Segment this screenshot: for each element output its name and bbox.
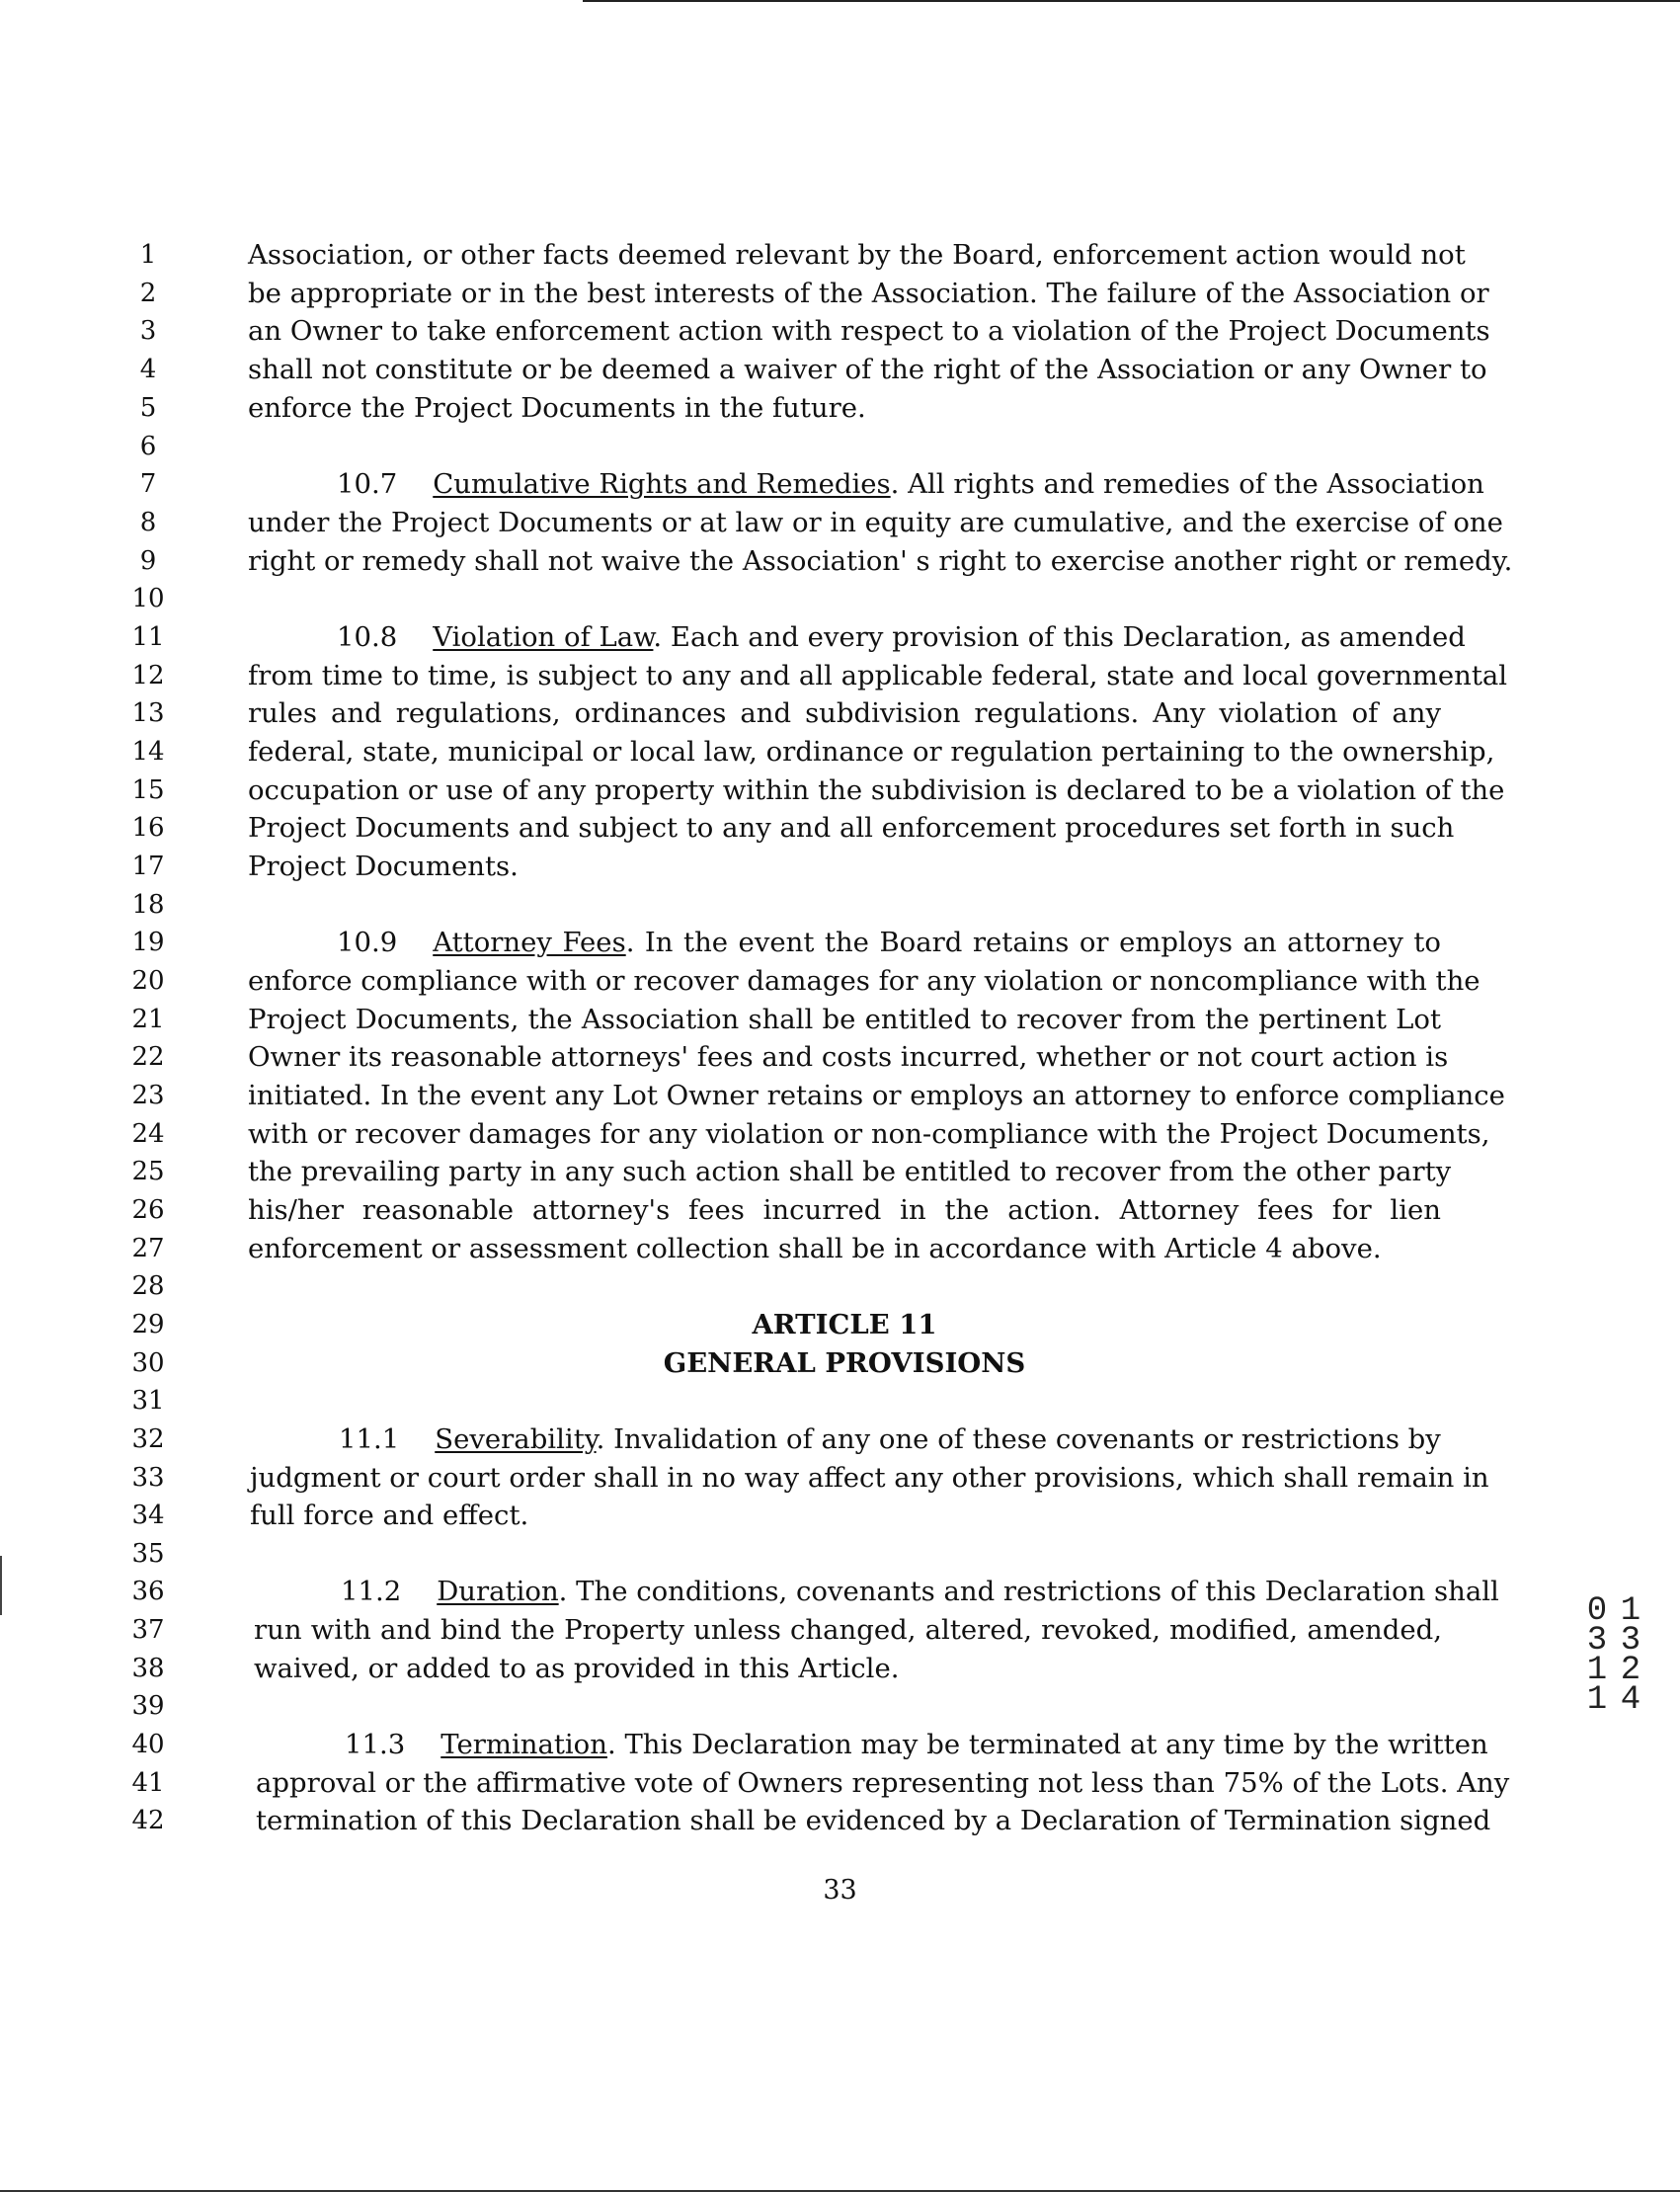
text-line [0,1763,1680,1803]
text-line [0,1534,1680,1574]
section-number: 10.8 [337,621,398,653]
text-line [0,1037,1680,1077]
line-text: approval or the affirmative vote of Owners representing not less than 75% of the Lots. Any [256,1767,1510,1799]
line-number: 28 [131,1271,165,1301]
text-line [0,1152,1680,1191]
line-text: the prevailing party in any such action shall be entitled to recover from the other party [248,1156,1452,1187]
line-number: 38 [131,1654,165,1683]
text-line [0,1190,1680,1230]
line-number: 22 [131,1042,165,1072]
scan-edge-top [583,0,1680,2]
line-number: 11 [131,622,165,652]
line-number: 24 [131,1119,165,1149]
line-text: shall not constitute or be deemed a waiver of the right of the Association or any Owner to [248,354,1487,385]
line-text: with or recover damages for any violation or non-compliance with the Project Documents, [248,1118,1490,1150]
page-number: 33 [823,1875,857,1906]
line-text: Owner its reasonable attorneys' fees and costs incurred, whether or not court action is [248,1041,1449,1073]
section-text: . Invalidation of any one of these covenants or restrictions by [596,1423,1441,1455]
text-line [0,885,1680,925]
text-line [0,1686,1680,1726]
section-number: 10.7 [337,468,398,500]
section-number: 11.2 [341,1576,402,1607]
text-line [0,1572,1680,1611]
line-text [252,1572,1499,1611]
line-number: 20 [131,966,165,996]
line-number: 25 [131,1157,165,1186]
line-number: 31 [131,1386,165,1416]
line-text: rules and regulations, ordinances and subdivision regulations. Any violation of any [248,697,1441,729]
text-line [0,1610,1680,1650]
text-line [0,656,1680,695]
text-line [0,808,1680,848]
line-text [248,464,1484,504]
line-text: Project Documents, the Association shall be entitled to recover from the pertinent Lot [248,1004,1441,1035]
text-line [0,847,1680,886]
line-number: 42 [131,1806,165,1835]
line-text [248,923,1441,962]
line-text: enforce the Project Documents in the future. [248,392,866,424]
line-number: 14 [131,737,165,767]
line-number: 30 [131,1348,165,1378]
line-number: 34 [131,1501,165,1530]
section-text: . Each and every provision of this Declaration, as amended [653,621,1466,653]
section-heading: Attorney Fees [433,927,626,958]
line-number: 23 [131,1081,165,1110]
line-text: Project Documents and subject to any and all enforcement procedures set forth in such [248,812,1455,844]
section-heading: Termination [440,1729,607,1760]
text-line [0,1496,1680,1535]
section-number: 10.9 [337,927,398,958]
text-line [0,1381,1680,1421]
line-number: 12 [131,661,165,690]
line-text: waived, or added to as provided in this Article. [254,1653,900,1684]
text-line [0,274,1680,313]
text-line [0,1649,1680,1688]
section-text: . The conditions, covenants and restrictions of this Declaration shall [558,1576,1499,1607]
text-line [0,1266,1680,1306]
line-text: under the Project Documents or at law or in equity are cumulative, and the exercise of one [248,507,1503,538]
line-number: 15 [131,775,165,805]
text-line [0,311,1680,351]
text-line [0,1420,1680,1459]
article-subtitle: GENERAL PROVISIONS [663,1347,1026,1379]
section-text: . All rights and remedies of the Association [890,468,1484,500]
text-line [0,1305,1680,1344]
text-line [0,427,1680,466]
line-text [248,617,1466,657]
line-text [250,1420,1440,1459]
section-text: . This Declaration may be terminated at any time by the written [606,1729,1488,1760]
text-line [0,732,1680,771]
line-number: 7 [139,469,157,499]
text-line [0,923,1680,962]
text-line [0,1076,1680,1115]
line-number: 41 [131,1768,165,1798]
line-text: run with and bind the Property unless changed, altered, revoked, modified, amended, [254,1614,1442,1646]
line-number: 6 [139,432,157,461]
text-line [0,388,1680,428]
text-line [0,1000,1680,1039]
article-title: ARTICLE 11 [752,1309,937,1340]
line-number: 5 [139,393,157,423]
section-number: 11.1 [339,1423,400,1455]
line-number: 3 [139,316,157,346]
line-text: initiated. In the event any Lot Owner retains or employs an attorney to enforce compliance [248,1080,1505,1111]
text-line [0,235,1680,275]
line-number: 8 [139,508,157,537]
text-line [0,1725,1680,1764]
line-number: 10 [131,584,165,613]
line-number: 13 [131,698,165,728]
line-number: 26 [131,1195,165,1225]
line-number: 21 [131,1005,165,1034]
line-number: 36 [131,1577,165,1606]
line-text: his/her reasonable attorney's fees incurred in the action. Attorney fees for lien [248,1194,1441,1226]
text-line [0,961,1680,1001]
line-number: 32 [131,1424,165,1454]
text-line [0,464,1680,504]
line-number: 35 [131,1539,165,1569]
line-number: 1 [139,240,157,270]
line-text: judgment or court order shall in no way affect any other provisions, which shall remain in [250,1462,1489,1494]
line-text: right or remedy shall not waive the Association' s right to exercise another right or remedy. [248,545,1513,577]
text-line [0,579,1680,618]
line-text: Project Documents. [248,851,519,882]
line-number: 18 [131,890,165,920]
text-line [0,1114,1680,1154]
line-number: 4 [139,355,157,384]
text-line [0,1458,1680,1498]
text-line [0,693,1680,733]
text-line [0,541,1680,581]
line-number: 40 [131,1730,165,1759]
text-line [0,1801,1680,1840]
line-text: termination of this Declaration shall be evidenced by a Declaration of Termination signed [256,1805,1491,1836]
section-heading: Violation of Law [433,621,654,653]
text-line [0,771,1680,810]
line-number: 27 [131,1234,165,1263]
line-number: 19 [131,928,165,957]
line-number: 9 [139,546,157,576]
line-number: 33 [131,1463,165,1493]
text-line [0,1229,1680,1268]
section-heading: Severability [435,1423,597,1455]
line-number: 16 [131,813,165,843]
line-text: enforce compliance with or recover damages for any violation or noncompliance with the [248,965,1480,997]
line-text: full force and effect. [250,1500,529,1531]
line-number: 2 [139,279,157,308]
recording-stamp: 1324 0311 [1578,1592,1649,1711]
section-number: 11.3 [345,1729,406,1760]
line-text [256,1725,1488,1764]
text-line [0,617,1680,657]
line-number: 39 [131,1691,165,1721]
line-text: occupation or use of any property within the subdivision is declared to be a violation of the [248,774,1505,806]
text-line [0,350,1680,389]
line-text: be appropriate or in the best interests of the Association. The failure of the Association or [248,278,1489,309]
line-number: 29 [131,1310,165,1340]
line-text: Association, or other facts deemed relevant by the Board, enforcement action would not [248,239,1466,271]
text-line [0,503,1680,542]
line-text: from time to time, is subject to any and all applicable federal, state and local governmental [248,660,1508,691]
line-number: 17 [131,852,165,881]
line-text: an Owner to take enforcement action with respect to a violation of the Project Documents [248,315,1490,347]
section-heading: Duration [437,1576,559,1607]
line-text: enforcement or assessment collection shall be in accordance with Article 4 above. [248,1233,1382,1264]
section-text: . In the event the Board retains or employs an attorney to [625,927,1441,958]
line-number: 37 [131,1615,165,1645]
line-text: federal, state, municipal or local law, ordinance or regulation pertaining to the ownership, [248,736,1495,768]
section-heading: Cumulative Rights and Remedies [433,468,891,500]
text-line [0,1343,1680,1383]
